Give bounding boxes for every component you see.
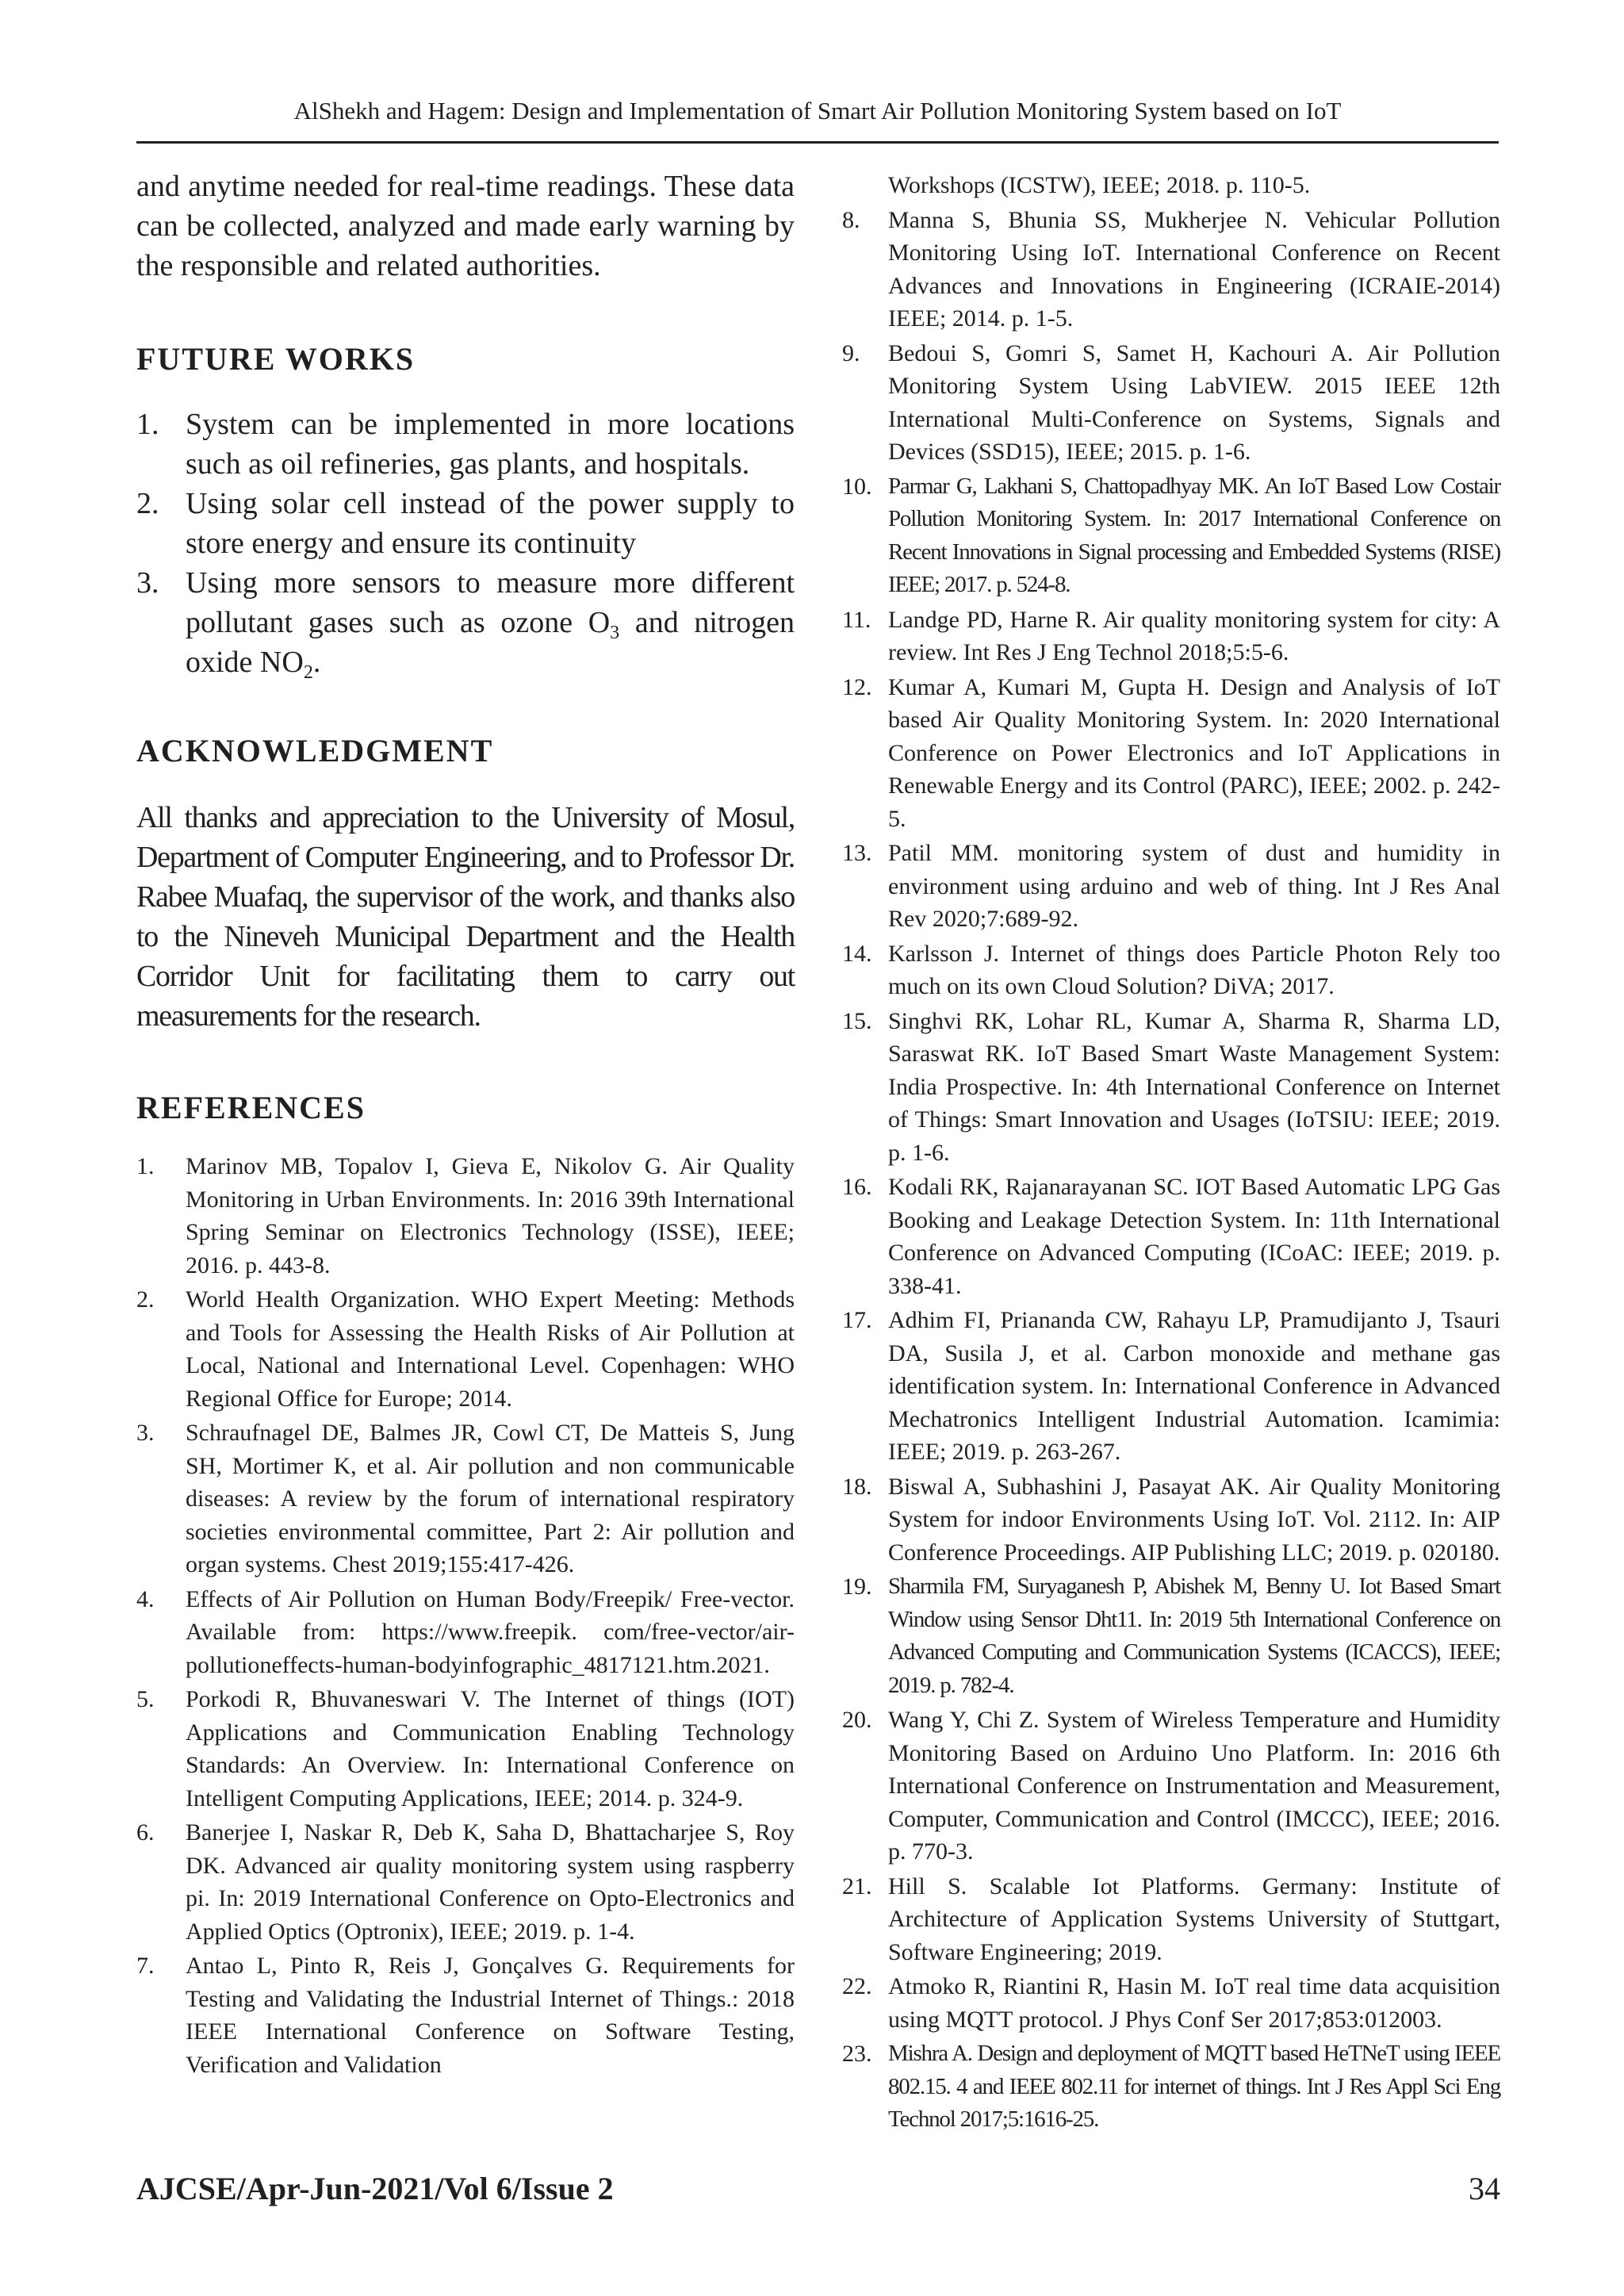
footer-journal: AJCSE/Apr-Jun-2021/Vol 6/Issue 2 [136,2171,614,2206]
reference-number: 16. [842,1174,872,1200]
reference-number: 15. [842,1007,872,1034]
list-text: Using solar cell instead of the power supply to store energy and ensure its continuity [186,487,795,560]
right-column [842,169,1500,2137]
reference-text: Singhvi RK, Lohar RL, Kumar A, Sharma R, Sharma LD, Saraswat RK. IoT Based Smart Waste Management System: India Prospective. In: 4th International Conference on Internet of Things: Smart Innovation and Usages (IoTSIU: IEEE; 2019. p. 1-6. [888,1007,1500,1166]
reference-item [842,1570,1500,1702]
reference-item [842,671,1500,836]
reference-item [842,470,1500,602]
reference-text: Patil MM. monitoring system of dust and humidity in environment using arduino and web of thing. Int J Res Anal Rev 2020;7:689-92. [888,840,1500,932]
reference-item [842,604,1500,669]
reference-number: 7. [136,1953,155,1979]
list-item [136,484,795,563]
reference-number: 3. [136,1420,155,1446]
list-text [186,563,795,682]
list-item [136,563,795,682]
reference-text: Sharmila FM, Suryaganesh P, Abishek M, Benny U. Iot Based Smart Window using Sensor Dht11. In: 2019 5th International Conference on Advanced Computing and Communication Systems (ICACCS), IEEE; 2019. p. 782-4. [888,1573,1500,1698]
list-number: 1. [136,408,159,441]
list-item [136,404,795,484]
future-works-heading: FUTURE WORKS [136,341,416,377]
reference-text: Manna S, Bhunia SS, Mukherjee N. Vehicular Pollution Monitoring Using IoT. International Conference on Recent Advances and Innovations in Engineering (ICRAIE-2014) IEEE; 2014. p. 1-5. [888,206,1500,332]
list-text-part: Using more sensors to measure more different pollutant gases such as ozone O [186,566,795,639]
reference-text: Mishra A. Design and deployment of MQTT based HeTNeT using IEEE 802.15. 4 and IEEE 802.11 for internet of things. Int J Res Appl Sci Eng Technol 2017;5:1616-25. [888,2041,1500,2132]
reference-number: 14. [842,940,872,967]
reference-text: Bedoui S, Gomri S, Samet H, Kachouri A. Air Pollution Monitoring System Using LabVIEW. 2015 IEEE 12th International Multi-Conference on Systems, Signals and Devices (SSD15), IEEE; 2015. p. 1-6. [888,339,1500,465]
reference-text: Schraufnagel DE, Balmes JR, Cowl CT, De Matteis S, Jung SH, Mortimer K, et al. Air pollution and non communicable diseases: A review by the forum of international respiratory societies environmental committee, Part 2: Air pollution and organ systems. Chest 2019;155:417-426. [186,1420,795,1577]
reference-item [136,1416,795,1581]
reference-continuation [842,169,1500,202]
reference-number: 20. [842,1707,872,1733]
reference-item [842,1304,1500,1469]
reference-text: Kodali RK, Rajanarayanan SC. IOT Based Automatic LPG Gas Booking and Leakage Detection System. In: 11th International Conference on Advanced Computing (ICoAC: IEEE; 2019. p. 338-41. [888,1174,1500,1299]
reference-text: Atmoko R, Riantini R, Hasin M. IoT real time data acquisition using MQTT protocol. J Phys Conf Ser 2017;853:012003. [888,1973,1500,2033]
reference-number: 11. [842,606,871,633]
reference-text: Biswal A, Subhashini J, Pasayat AK. Air Quality Monitoring System for indoor Environments Using IoT. Vol. 2112. In: AIP Conference Proceedings. AIP Publishing LLC; 2019. p. 020180. [888,1473,1500,1566]
reference-text: Adhim FI, Priananda CW, Rahayu LP, Pramudijanto J, Tsauri DA, Susila J, et al. Carbon monoxide and methane gas identification system. In: International Conference in Advanced Mechatronics Intelligent Industrial Automation. Icamimia: IEEE; 2019. p. 263-267. [888,1307,1500,1465]
reference-text: Parmar G, Lakhani S, Chattopadhyay MK. An IoT Based Low Costair Pollution Monitoring System. In: 2017 International Conference on Recent Innovations in Signal processing and Embedded Systems (RISE) IEEE; 2017. p. 524-8. [888,473,1500,597]
reference-item [136,1283,795,1415]
reference-text: Landge PD, Harne R. Air quality monitoring system for city: A review. Int Res J Eng Technol 2018;5:5-6. [888,606,1500,665]
reference-item [842,1005,1500,1170]
reference-number: 12. [842,673,872,700]
references-heading: REFERENCES [136,1090,366,1125]
reference-number: 8. [842,206,860,233]
reference-item [842,204,1500,335]
reference-number: 23. [842,2041,872,2067]
reference-number: 10. [842,473,872,500]
reference-text: Wang Y, Chi Z. System of Wireless Temperature and Humidity Monitoring Based on Arduino Uno Platform. In: 2016 6th International Conference on Instrumentation and Measurement, Computer, Communication and Control (IMCCC), IEEE; 2016. p. 770-3. [888,1707,1500,1865]
reference-number: 4. [136,1585,155,1612]
list-text-part: and nitrogen oxide NO [186,606,795,679]
references-list-left [136,1150,795,2081]
reference-number: 22. [842,1973,872,1999]
list-text-part: . [312,646,321,679]
future-works-list [136,404,795,682]
reference-number: 9. [842,339,860,366]
reference-item [842,937,1500,1003]
reference-item [842,1870,1500,1969]
reference-text: Effects of Air Pollution on Human Body/Freepik/ Free-vector. Available from: https://www.freepik. com/free-vector/air-pollutioneffects-human-bodyinfographic_4817121.htm.2021. [186,1585,795,1678]
reference-number: 13. [842,840,872,866]
reference-number: 1. [136,1153,155,1179]
page-number: 34 [1469,2171,1500,2206]
reference-number: 19. [842,1573,872,1600]
reference-item [842,1470,1500,1570]
reference-item [842,1704,1500,1869]
left-column [136,167,795,2081]
reference-text: Workshops (ICSTW), IEEE; 2018. p. 110-5. [888,172,1311,198]
reference-item [136,1150,795,1282]
reference-item [136,1949,795,2081]
reference-item [136,1816,795,1948]
reference-number: 2. [136,1286,155,1313]
running-header: AlShekh and Hagem: Design and Implementation of Smart Air Pollution Monitoring System based on IoT [293,97,1342,125]
subscript: 3 [610,623,620,643]
reference-text: Banerjee I, Naskar R, Deb K, Saha D, Bhattacharjee S, Roy DK. Advanced air quality monitoring system using raspberry pi. In: 2019 International Conference on Opto-Electronics and Applied Optics (Optronix), IEEE; 2019. p. 1-4. [186,1819,795,1945]
reference-number: 17. [842,1307,872,1333]
list-number: 2. [136,487,159,520]
reference-number: 6. [136,1819,155,1846]
reference-text: Marinov MB, Topalov I, Gieva E, Nikolov G. Air Quality Monitoring in Urban Environments. In: 2016 39th International Spring Seminar on Electronics Technology (ISSE), IEEE; 2016. p. 443-8. [186,1153,795,1278]
list-number: 3. [136,566,159,600]
references-list-right [842,169,1500,2137]
reference-number: 5. [136,1686,155,1712]
reference-item [842,1970,1500,2036]
reference-item [136,1583,795,1682]
reference-number: 18. [842,1473,872,1500]
reference-number: 21. [842,1872,872,1899]
subscript: 2 [303,662,313,683]
reference-item [842,837,1500,936]
reference-text: Karlsson J. Internet of things does Particle Photon Rely too much on its own Cloud Solution? DiVA; 2017. [888,940,1500,999]
reference-text: Kumar A, Kumari M, Gupta H. Design and Analysis of IoT based Air Quality Monitoring System. In: 2020 International Conference on Power Electronics and IoT Applications in Renewable Energy and its Control (PARC), IEEE; 2002. p. 242-5. [888,673,1500,832]
header-rule [136,141,1499,144]
reference-item [842,1171,1500,1302]
intro-paragraph: and anytime needed for real-time readings. These data can be collected, analyzed and made early warning by the responsible and related authorities. [136,170,795,282]
reference-text: World Health Organization. WHO Expert Meeting: Methods and Tools for Assessing the Health Risks of Air Pollution at Local, National and International Level. Copenhagen: WHO Regional Office for Europe; 2014. [186,1286,795,1412]
reference-text: Hill S. Scalable Iot Platforms. Germany: Institute of Architecture of Application Systems University of Stuttgart, Software Engineering; 2019. [888,1872,1500,1965]
reference-text: Porkodi R, Bhuvaneswari V. The Internet of things (IOT) Applications and Communication Enabling Technology Standards: An Overview. In: International Conference on Intelligent Computing Applications, IEEE; 2014. p. 324-9. [186,1686,795,1811]
reference-text: Antao L, Pinto R, Reis J, Gonçalves G. Requirements for Testing and Validating the Industrial Internet of Things.: 2018 IEEE International Conference on Software Testing, Verification and Validation [186,1953,795,2078]
acknowledgment-heading: ACKNOWLEDGMENT [136,733,494,769]
reference-item [842,337,1500,469]
reference-item [136,1683,795,1815]
acknowledgment-paragraph: All thanks and appreciation to the University of Mosul, Department of Computer Engineering, and to Professor Dr. Rabee Muafaq, the supervisor of the work, and thanks also to the Nineveh Municipal Department and the Health Corridor Unit for facilitating them to carry out measurements for the research. [136,801,795,1033]
reference-item [842,2037,1500,2137]
list-text: System can be implemented in more locations such as oil refineries, gas plants, and hospitals. [186,408,795,481]
